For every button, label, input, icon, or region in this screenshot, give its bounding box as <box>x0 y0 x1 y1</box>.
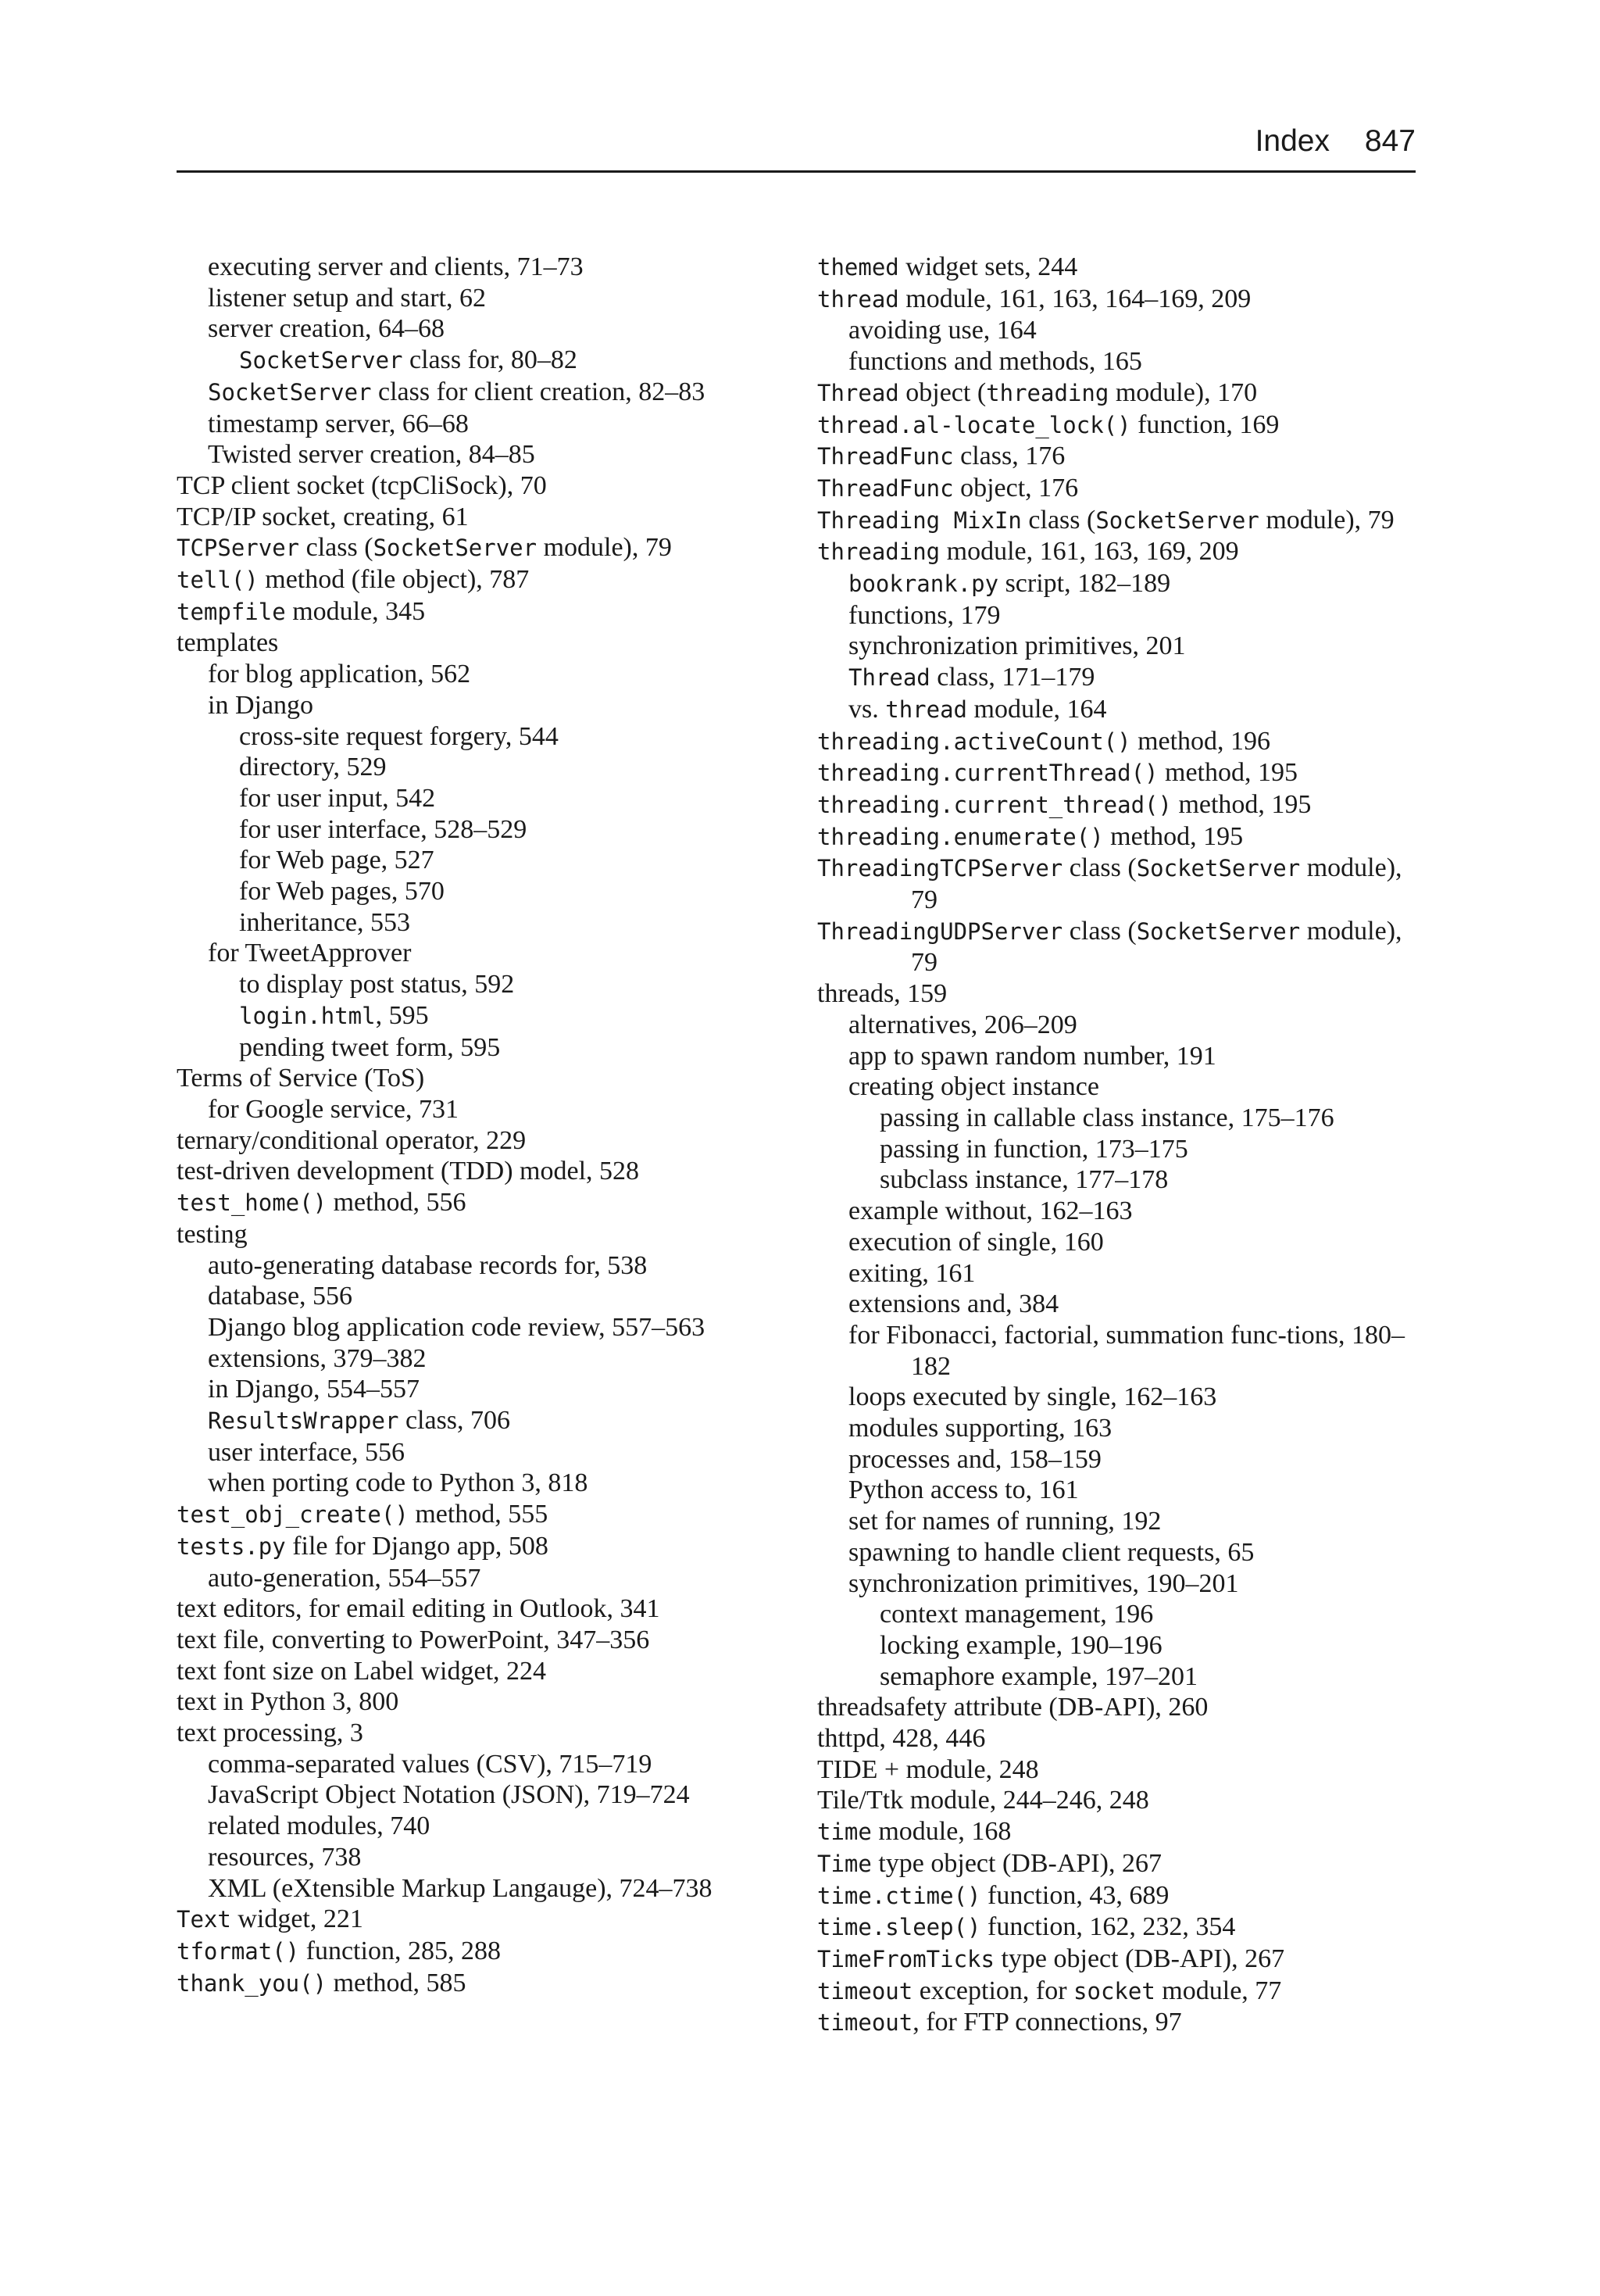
index-entry <box>177 1718 802 1749</box>
index-entry <box>817 473 1434 505</box>
index-entry-text: comma-separated values (CSV), 715–719 <box>208 1749 652 1779</box>
index-entry-text: module, 77 <box>1155 1976 1282 2005</box>
index-entry-text: module), 79 <box>911 853 1402 915</box>
index-entry <box>817 1785 1434 1816</box>
index-entry <box>177 470 802 502</box>
index-entry <box>177 628 802 659</box>
index-column-right <box>817 252 1434 2039</box>
index-entry-text: passing in callable class instance, 175–176 <box>880 1103 1334 1132</box>
index-entry-code: thread.al-locate_lock() <box>817 411 1131 438</box>
index-entry-code: Text <box>177 1906 231 1933</box>
index-entry-text: in Django, 554–557 <box>208 1375 420 1404</box>
index-entry-code: threading <box>986 379 1109 406</box>
index-entry-text: exiting, 161 <box>848 1258 976 1288</box>
index-entry <box>817 1196 1434 1227</box>
index-entry-code: login.html <box>239 1002 376 1029</box>
index-entry-text: text editors, for email editing in Outlook, 341 <box>177 1594 660 1624</box>
index-entry-text: widget, 221 <box>230 1904 363 1934</box>
index-entry <box>177 1187 802 1219</box>
index-entry-code: SocketServer <box>239 347 403 374</box>
index-entry <box>177 1499 802 1531</box>
index-entry <box>177 1625 802 1656</box>
index-entry-text: Django blog application code review, 557–563 <box>208 1312 705 1342</box>
index-entry-code: ResultsWrapper <box>208 1407 399 1435</box>
index-entry <box>177 969 802 1000</box>
index-entry-text: creating object instance <box>848 1072 1099 1102</box>
running-header <box>177 117 1416 173</box>
index-entry <box>177 814 802 846</box>
index-entry-text: text file, converting to PowerPoint, 347–356 <box>177 1625 650 1654</box>
index-entry-code: threading.current_thread() <box>817 791 1172 818</box>
index-entry <box>817 1227 1434 1258</box>
index-entry <box>817 1880 1434 1912</box>
index-entry <box>177 564 802 596</box>
index-entry <box>177 721 802 753</box>
index-entry-text: class for, 80–82 <box>402 345 577 375</box>
index-entry <box>817 1258 1434 1289</box>
index-entry-text: for Fibonacci, factorial, summation func-tions, 180–182 <box>848 1320 1405 1381</box>
index-entry <box>177 1250 802 1282</box>
index-entry <box>177 1032 802 1064</box>
index-entry-text: thttpd, 428, 446 <box>817 1724 986 1754</box>
index-entry <box>817 441 1434 473</box>
index-entry <box>177 1656 802 1687</box>
index-entry <box>177 252 802 283</box>
index-entry <box>177 1593 802 1625</box>
index-entry-text: vs. <box>848 694 886 724</box>
index-entry-text: module, 164 <box>967 694 1107 724</box>
index-entry-code: timeout <box>817 1977 913 2005</box>
index-entry <box>817 1134 1434 1165</box>
index-entry-text: module), 79 <box>1259 505 1395 535</box>
index-entry-text: method, 555 <box>408 1500 548 1529</box>
index-entry-code: threading.currentThread() <box>817 760 1159 787</box>
index-entry-code: SocketServer <box>1136 855 1301 882</box>
index-entry-code: ThreadFunc <box>817 443 954 470</box>
index-entry-text: ternary/conditional operator, 229 <box>177 1125 527 1155</box>
index-entry <box>817 1041 1434 1072</box>
index-entry-text: module), 170 <box>1109 377 1258 407</box>
index-entry-text: avoiding use, 164 <box>848 316 1037 345</box>
index-entry-text: related modules, 740 <box>208 1811 430 1841</box>
index-entry <box>177 1063 802 1094</box>
index-entry-text: , 595 <box>375 1000 429 1030</box>
index-entry <box>817 505 1434 537</box>
index-column-left <box>177 252 802 1999</box>
index-entry <box>177 1000 802 1032</box>
index-entry <box>177 439 802 470</box>
index-entry <box>177 752 802 783</box>
index-entry <box>817 631 1434 662</box>
index-entry <box>817 1723 1434 1754</box>
index-entry <box>177 1156 802 1187</box>
index-entry-text: synchronization primitives, 201 <box>848 631 1186 661</box>
index-entry <box>817 1444 1434 1475</box>
index-entry-text: timestamp server, 66–68 <box>208 409 469 438</box>
index-entry <box>817 1568 1434 1600</box>
index-entry-text: module, 345 <box>285 596 426 626</box>
index-entry-text: server creation, 64–68 <box>208 314 445 344</box>
index-entry-code: TCPServer <box>177 535 300 562</box>
index-entry-text: method, 195 <box>1158 758 1298 788</box>
page-number: 847 <box>1364 124 1416 158</box>
index-entry-code: tformat() <box>177 1937 300 1965</box>
index-entry <box>817 694 1434 726</box>
index-entry-text: for Google service, 731 <box>208 1094 459 1124</box>
index-entry <box>177 409 802 440</box>
index-entry-text: Tile/Ttk module, 244–246, 248 <box>817 1786 1149 1815</box>
index-entry-text: for Web pages, 570 <box>239 877 445 907</box>
index-entry-code: Thread <box>817 379 899 406</box>
index-entry <box>817 1010 1434 1041</box>
index-entry <box>817 377 1434 409</box>
index-entry <box>817 600 1434 631</box>
index-entry <box>177 1779 802 1811</box>
index-entry <box>177 1873 802 1904</box>
index-entry <box>817 409 1434 442</box>
index-entry-text: XML (eXtensible Markup Langauge), 724–738 <box>208 1873 712 1903</box>
index-entry <box>177 1904 802 1936</box>
index-entry-text: functions and methods, 165 <box>848 347 1142 377</box>
index-entry-text: user interface, 556 <box>208 1437 405 1467</box>
index-entry <box>177 1312 802 1343</box>
index-entry <box>177 1749 802 1780</box>
index-entry <box>817 978 1434 1010</box>
index-entry-text: class for client creation, 82–83 <box>371 377 705 406</box>
index-entry <box>817 789 1434 821</box>
index-entry <box>177 1563 802 1594</box>
index-entry-code: thread <box>885 696 967 723</box>
index-entry-text: method, 556 <box>327 1188 466 1218</box>
index-entry-text: class ( <box>1021 505 1096 535</box>
index-entry <box>177 938 802 969</box>
index-entry <box>817 1630 1434 1661</box>
index-entry-text: test-driven development (TDD) model, 528 <box>177 1157 640 1186</box>
index-entry-text: execution of single, 160 <box>848 1227 1104 1257</box>
index-entry-text: app to spawn random number, 191 <box>848 1041 1216 1071</box>
index-entry-text: to display post status, 592 <box>239 970 515 1000</box>
index-entry-code: threading.activeCount() <box>817 728 1131 755</box>
index-entry-code: SocketServer <box>1136 917 1301 945</box>
index-entry-text: loops executed by single, 162–163 <box>848 1382 1217 1412</box>
index-entry-text: script, 182–189 <box>998 569 1171 599</box>
index-entry-code: SocketServer <box>373 535 538 562</box>
index-entry <box>817 346 1434 377</box>
index-entry <box>177 313 802 345</box>
index-entry-text: object ( <box>898 377 987 407</box>
index-entry <box>817 1816 1434 1848</box>
index-entry-text: text font size on Label widget, 224 <box>177 1656 547 1686</box>
index-entry-text: templates <box>177 628 279 658</box>
index-entry <box>177 377 802 409</box>
index-entry-text: text processing, 3 <box>177 1718 363 1748</box>
index-entry-code: SocketServer <box>208 378 372 406</box>
index-entry-text: file for Django app, 508 <box>285 1531 548 1561</box>
index-entry-text: class ( <box>299 533 373 563</box>
index-entry <box>177 1968 802 2000</box>
index-entry-code: bookrank.py <box>848 570 999 598</box>
index-entry-text: synchronization primitives, 190–201 <box>848 1568 1239 1598</box>
index-entry <box>177 1437 802 1468</box>
index-entry <box>817 662 1434 694</box>
index-entry <box>817 2007 1434 2039</box>
index-entry-code: Time <box>817 1850 872 1877</box>
index-entry <box>817 1754 1434 1786</box>
index-entry <box>817 284 1434 316</box>
index-entry <box>177 659 802 690</box>
index-entry-text: function, 162, 232, 354 <box>980 1912 1236 1942</box>
index-entry-code: threading <box>817 538 941 566</box>
index-entry-text: module, 168 <box>871 1817 1012 1847</box>
index-entry <box>817 1289 1434 1320</box>
index-entry <box>817 1944 1434 1976</box>
index-entry <box>177 1219 802 1250</box>
index-entry <box>177 1468 802 1499</box>
index-entry-text: for user interface, 528–529 <box>239 814 527 844</box>
index-entry-code: Thread <box>848 664 930 692</box>
index-entry-code: ThreadingUDPServer <box>817 917 1063 945</box>
index-entry-code: tempfile <box>177 598 286 625</box>
index-entry-text: widget sets, 244 <box>898 252 1078 281</box>
index-entry <box>177 907 802 939</box>
index-entry-code: TimeFromTicks <box>817 1945 995 1972</box>
index-entry <box>177 283 802 314</box>
index-entry-text: , for FTP connections, 97 <box>912 2008 1182 2037</box>
index-entry-text: inheritance, 553 <box>239 907 411 937</box>
index-entry-code: time <box>817 1819 872 1846</box>
index-entry-text: passing in function, 173–175 <box>880 1134 1188 1164</box>
index-entry <box>177 1842 802 1873</box>
index-entry <box>817 1661 1434 1693</box>
index-entry-code: thread <box>817 285 899 313</box>
index-entry-text: text in Python 3, 800 <box>177 1687 399 1717</box>
index-entry-text: alternatives, 206–209 <box>848 1010 1077 1039</box>
index-entry-code: time.ctime() <box>817 1882 981 1909</box>
index-entry-text: database, 556 <box>208 1282 353 1311</box>
index-entry-text: method, 196 <box>1130 726 1271 756</box>
index-entry-text: processes and, 158–159 <box>848 1444 1102 1474</box>
index-entry-text: Twisted server creation, 84–85 <box>208 440 535 470</box>
index-entry-text: method, 195 <box>1103 821 1244 851</box>
index-entry-code: timeout <box>817 2009 913 2037</box>
index-entry-text: context management, 196 <box>880 1600 1154 1629</box>
index-entry-text: TIDE + module, 248 <box>817 1754 1039 1784</box>
index-entry-code: test_obj_create() <box>177 1501 409 1529</box>
index-entry-text: Terms of Service (ToS) <box>177 1064 425 1093</box>
index-entry <box>817 726 1434 758</box>
index-entry-text: class, 706 <box>398 1406 511 1436</box>
index-entry <box>177 1374 802 1405</box>
index-entry-text: class, 171–179 <box>930 663 1095 692</box>
index-entry <box>177 345 802 377</box>
index-entry <box>817 1976 1434 2008</box>
index-entry <box>177 1125 802 1157</box>
index-entry <box>177 1686 802 1718</box>
index-entry-text: function, 169 <box>1130 409 1280 439</box>
index-entry-text: listener setup and start, 62 <box>208 283 486 313</box>
index-entry-text: cross-site request forgery, 544 <box>239 721 559 751</box>
index-entry-text: TCP/IP socket, creating, 61 <box>177 502 469 531</box>
index-entry <box>817 821 1434 853</box>
index-entry-code: tell() <box>177 567 259 594</box>
index-entry <box>817 1506 1434 1537</box>
index-entry <box>817 1320 1434 1382</box>
index-entry <box>817 1164 1434 1196</box>
index-entry-text: modules supporting, 163 <box>848 1414 1112 1443</box>
index-entry <box>817 1382 1434 1413</box>
index-entry-text: semaphore example, 197–201 <box>880 1661 1198 1691</box>
index-entry-text: for blog application, 562 <box>208 660 471 689</box>
index-entry-text: module, 161, 163, 169, 209 <box>940 537 1239 567</box>
index-entry-text: JavaScript Object Notation (JSON), 719–724 <box>208 1780 690 1810</box>
index-entry-text: auto-generating database records for, 538 <box>208 1250 648 1280</box>
index-entry-code: ThreadingTCPServer <box>817 855 1063 882</box>
index-entry-code: test_home() <box>177 1189 327 1217</box>
index-entry-text: set for names of running, 192 <box>848 1507 1162 1536</box>
index-entry-text: extensions, 379–382 <box>208 1343 427 1373</box>
index-entry-text: in Django <box>208 690 314 720</box>
index-entry <box>177 1936 802 1968</box>
index-entry-text: for Web page, 527 <box>239 846 434 875</box>
index-entry-code: time.sleep() <box>817 1914 981 1941</box>
index-entry-code: threading.enumerate() <box>817 823 1104 850</box>
index-entry-text: class, 176 <box>953 442 1066 471</box>
index-entry-code: thank_you() <box>177 1969 327 1997</box>
index-entry <box>177 1094 802 1125</box>
index-entry-code: themed <box>817 254 899 281</box>
index-entry-text: for TweetApprover <box>208 939 412 968</box>
index-entry-text: type object (DB-API), 267 <box>871 1848 1162 1878</box>
index-entry-code: Threading MixIn <box>817 506 1022 534</box>
index-entry <box>817 853 1434 915</box>
index-entry <box>817 1912 1434 1944</box>
index-entry <box>177 1405 802 1437</box>
index-entry-text: class ( <box>1062 853 1137 883</box>
index-entry-code: ThreadFunc <box>817 474 954 502</box>
index-entry <box>817 1599 1434 1630</box>
index-entry-text: threads, 159 <box>817 979 948 1009</box>
running-header-title: Index <box>1255 124 1330 158</box>
index-entry-text: module), 79 <box>537 533 672 563</box>
index-entry <box>817 1475 1434 1506</box>
index-entry <box>817 757 1434 789</box>
index-entry <box>177 690 802 721</box>
index-entry-code: SocketServer <box>1095 506 1259 534</box>
index-entry-text: example without, 162–163 <box>848 1196 1133 1226</box>
index-entry-text: Python access to, 161 <box>848 1475 1079 1505</box>
index-entry <box>177 876 802 907</box>
index-entry <box>817 1848 1434 1880</box>
index-entry <box>177 1343 802 1375</box>
index-entry-text: module, 161, 163, 164–169, 209 <box>898 284 1252 313</box>
index-entry-text: module), 79 <box>911 916 1402 978</box>
index-entry-code: socket <box>1073 1977 1155 2005</box>
index-entry <box>817 1103 1434 1134</box>
index-entry-text: TCP client socket (tcpCliSock), 70 <box>177 470 547 500</box>
index-entry-text: directory, 529 <box>239 753 387 782</box>
index-entry-text: for user input, 542 <box>239 783 436 813</box>
index-entry <box>177 502 802 533</box>
index-entry <box>177 596 802 628</box>
index-entry-text: pending tweet form, 595 <box>239 1032 501 1062</box>
index-entry <box>177 1281 802 1312</box>
index-entry <box>177 1531 802 1563</box>
index-entry <box>177 845 802 876</box>
index-entry <box>817 568 1434 600</box>
index-entry <box>177 783 802 814</box>
index-entry-text: when porting code to Python 3, 818 <box>208 1468 588 1498</box>
index-entry-text: functions, 179 <box>848 600 1001 630</box>
index-entry <box>817 1413 1434 1444</box>
index-entry-text: executing server and clients, 71–73 <box>208 252 584 281</box>
index-entry <box>817 315 1434 346</box>
index-entry-text: function, 285, 288 <box>299 1936 501 1965</box>
index-entry-text: exception, for <box>912 1976 1074 2005</box>
index-entry <box>817 916 1434 978</box>
index-entry-text: testing <box>177 1219 248 1249</box>
index-entry <box>817 1537 1434 1568</box>
index-entry-text: extensions and, 384 <box>848 1289 1059 1319</box>
index-entry <box>817 536 1434 568</box>
index-entry-text: method, 195 <box>1171 789 1312 819</box>
index-entry-text: object, 176 <box>953 473 1079 502</box>
index-entry-text: method (file object), 787 <box>258 565 530 595</box>
index-entry <box>177 532 802 564</box>
index-entry-code: tests.py <box>177 1532 286 1560</box>
index-entry-text: class ( <box>1062 916 1137 946</box>
index-entry-text: spawning to handle client requests, 65 <box>848 1537 1255 1567</box>
index-entry-text: type object (DB-API), 267 <box>994 1944 1285 1973</box>
index-entry-text: threadsafety attribute (DB-API), 260 <box>817 1693 1209 1722</box>
index-entry <box>817 1071 1434 1103</box>
index-entry-text: resources, 738 <box>208 1842 362 1872</box>
index-entry <box>817 252 1434 284</box>
index-entry-text: function, 43, 689 <box>980 1880 1170 1910</box>
index-entry-text: locking example, 190–196 <box>880 1630 1162 1660</box>
index-entry <box>177 1811 802 1842</box>
index-entry-text: method, 585 <box>327 1968 466 1997</box>
index-entry <box>817 1692 1434 1723</box>
index-entry-text: auto-generation, 554–557 <box>208 1563 481 1593</box>
index-entry-text: subclass instance, 177–178 <box>880 1165 1169 1195</box>
